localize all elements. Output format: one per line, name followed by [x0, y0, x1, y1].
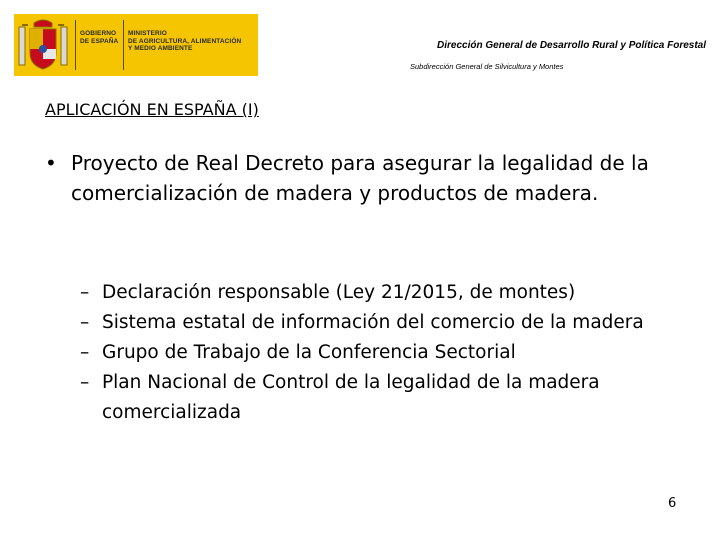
logo-divider — [75, 20, 76, 70]
sub-bullet-text: Declaración responsable (Ley 21/2015, de montes) — [102, 282, 576, 303]
sub-bullet-text: Plan Nacional de Control de la legalidad de la madera comercializada — [102, 372, 600, 423]
sub-bullet-text: Sistema estatal de información del comercio de la madera — [102, 312, 644, 333]
dash-marker: – — [80, 342, 90, 363]
dash-marker: – — [80, 372, 90, 393]
dash-marker: – — [80, 282, 90, 303]
main-bullet — [45, 148, 695, 208]
slide-title: APLICACIÓN EN ESPAÑA (I) — [45, 100, 259, 119]
page-number: 6 — [668, 496, 677, 511]
bullet-marker: • — [45, 151, 57, 175]
sub-bullet-item — [80, 278, 700, 308]
main-bullet-text: Proyecto de Real Decreto para asegurar la legalidad de la comercialización de madera y productos de madera. — [71, 151, 649, 205]
header-subtitle: Subdirección General de Silvicultura y Montes — [410, 62, 564, 71]
logo-text-gobierno: GOBIERNO DE ESPAÑA — [80, 30, 119, 45]
sub-bullet-list — [80, 278, 700, 428]
sub-bullet-item — [80, 308, 700, 338]
sub-bullet-item — [80, 338, 700, 368]
logo-divider — [123, 20, 124, 70]
sub-bullet-text: Grupo de Trabajo de la Conferencia Sectorial — [102, 342, 516, 363]
logo-text-ministerio: MINISTERIO DE AGRICULTURA, ALIMENTACIÓN Y MEDIO AMBIENTE — [128, 30, 242, 52]
ministry-logo — [14, 14, 258, 76]
coat-of-arms-icon — [16, 17, 70, 73]
header-title: Dirección General de Desarrollo Rural y Política Forestal — [437, 40, 706, 51]
dash-marker: – — [80, 312, 90, 333]
sub-bullet-item — [80, 368, 700, 428]
